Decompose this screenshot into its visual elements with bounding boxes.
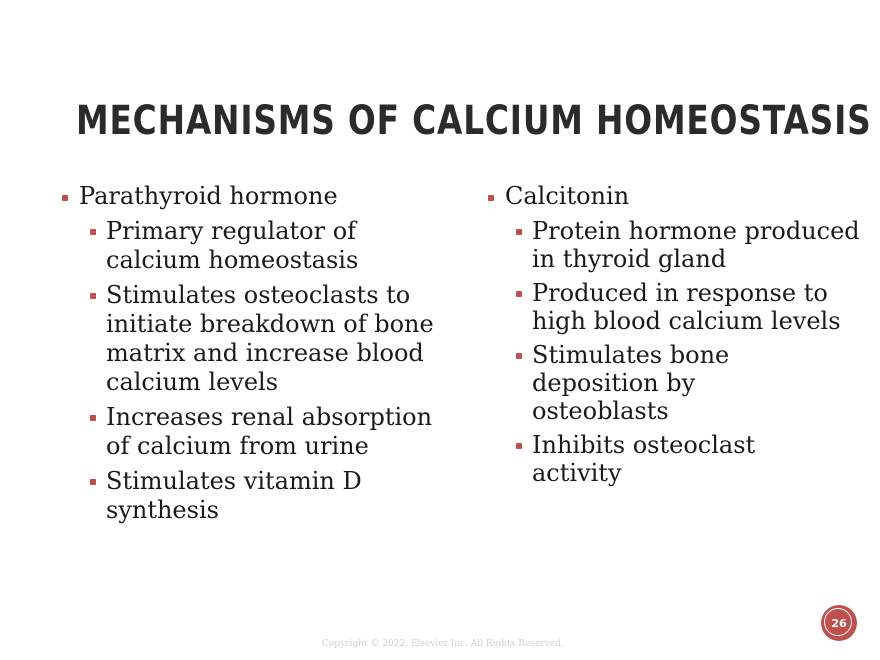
sub-bullet [488, 341, 802, 425]
sub-bullet-text: Stimulates vitamin D synthesis [106, 467, 362, 524]
bullet-calcitonin [488, 182, 838, 211]
square-bullet-icon [90, 415, 96, 421]
square-bullet-icon [90, 229, 96, 235]
square-bullet-icon [516, 229, 522, 235]
square-bullet-icon [516, 443, 522, 449]
square-bullet-icon [62, 195, 68, 201]
sub-bullet [62, 467, 436, 525]
bullet-text: Parathyroid hormone [79, 182, 338, 210]
sub-bullet-text: Protein hormone produced in thyroid gland [532, 217, 860, 273]
sub-bullet-text: Stimulates osteoclasts to initiate breakdown of bone matrix and increase blood calcium levels [106, 281, 434, 396]
left-column [62, 182, 462, 531]
square-bullet-icon [516, 353, 522, 359]
sub-bullet [62, 217, 406, 275]
sub-bullet [62, 281, 501, 397]
sub-bullet [488, 431, 832, 487]
copyright-footer: Copyright © 2022, Elsevier Inc. All Rights Reserved. [322, 639, 564, 649]
sub-bullet [62, 403, 451, 461]
square-bullet-icon [90, 293, 96, 299]
square-bullet-icon [90, 479, 96, 485]
sub-bullet-text: Stimulates bone deposition by osteoblasts [532, 341, 730, 425]
sub-bullet-text: Primary regulator of calcium homeostasis [106, 217, 359, 274]
sub-bullet [488, 279, 872, 335]
page-number: 26 [831, 616, 847, 630]
bullet-parathyroid-hormone [62, 182, 462, 211]
sub-bullet-text: Inhibits osteoclast activity [532, 431, 756, 487]
right-column [488, 182, 860, 493]
square-bullet-icon [488, 195, 494, 201]
sub-bullet-text: Increases renal absorption of calcium from urine [106, 403, 433, 460]
sub-bullet [488, 217, 862, 273]
bullet-text: Calcitonin [505, 182, 630, 210]
square-bullet-icon [516, 291, 522, 297]
page-number-badge [821, 605, 857, 641]
slide-title: MECHANISMS OF CALCIUM HOMEOSTASIS [76, 98, 872, 144]
sub-bullet-text: Produced in response to high blood calcium levels [532, 279, 841, 335]
